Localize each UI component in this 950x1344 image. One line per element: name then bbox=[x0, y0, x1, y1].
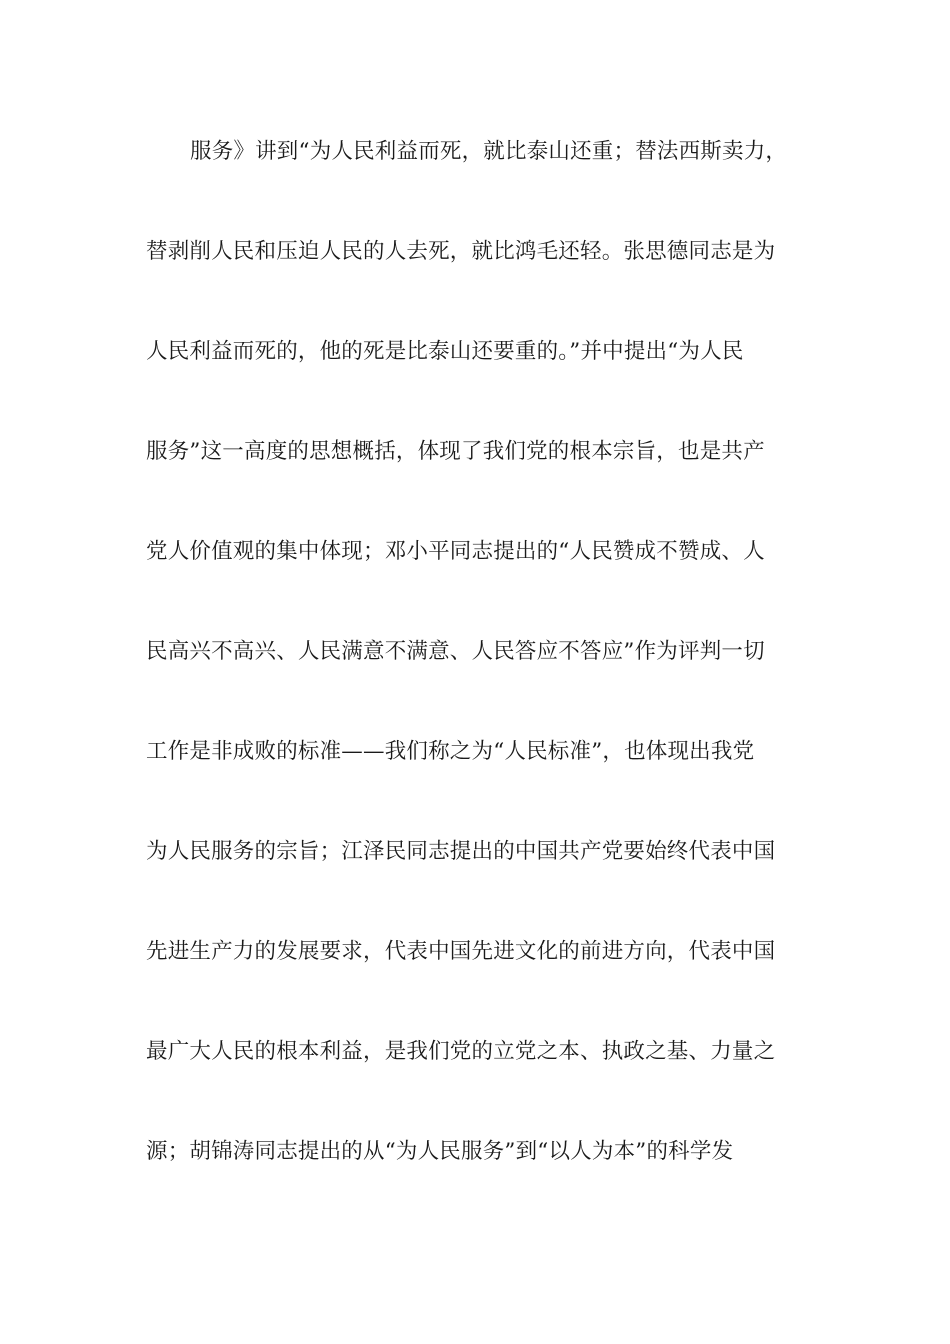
body-paragraph bbox=[146, 132, 796, 1232]
text-line: 服务”这一高度的思想概括，体现了我们党的根本宗旨，也是共产 bbox=[146, 439, 765, 464]
text-line: 先进生产力的发展要求，代表中国先进文化的前进方向，代表中国 bbox=[146, 939, 776, 964]
text-line: 工作是非成败的标准——我们称之为“人民标准”，也体现出我党 bbox=[146, 739, 755, 764]
text-line: 党人价值观的集中体现；邓小平同志提出的“人民赞成不赞成、人 bbox=[146, 539, 765, 564]
text-line: 民高兴不高兴、人民满意不满意、人民答应不答应”作为评判一切 bbox=[146, 639, 765, 664]
text-line: 为人民服务的宗旨；江泽民同志提出的中国共产党要始终代表中国 bbox=[146, 839, 776, 864]
text-line: 替剥削人民和压迫人民的人去死，就比鸿毛还轻。张思德同志是为 bbox=[146, 239, 776, 264]
text-line: 服务》讲到“为人民利益而死，就比泰山还重；替法西斯卖力， bbox=[190, 139, 788, 164]
text-line: 源；胡锦涛同志提出的从“为人民服务”到“以人为本”的科学发 bbox=[146, 1139, 734, 1164]
text-line: 最广大人民的根本利益，是我们党的立党之本、执政之基、力量之 bbox=[146, 1039, 776, 1064]
text-line: 人民利益而死的，他的死是比泰山还要重的。”并中提出“为人民 bbox=[146, 339, 744, 364]
